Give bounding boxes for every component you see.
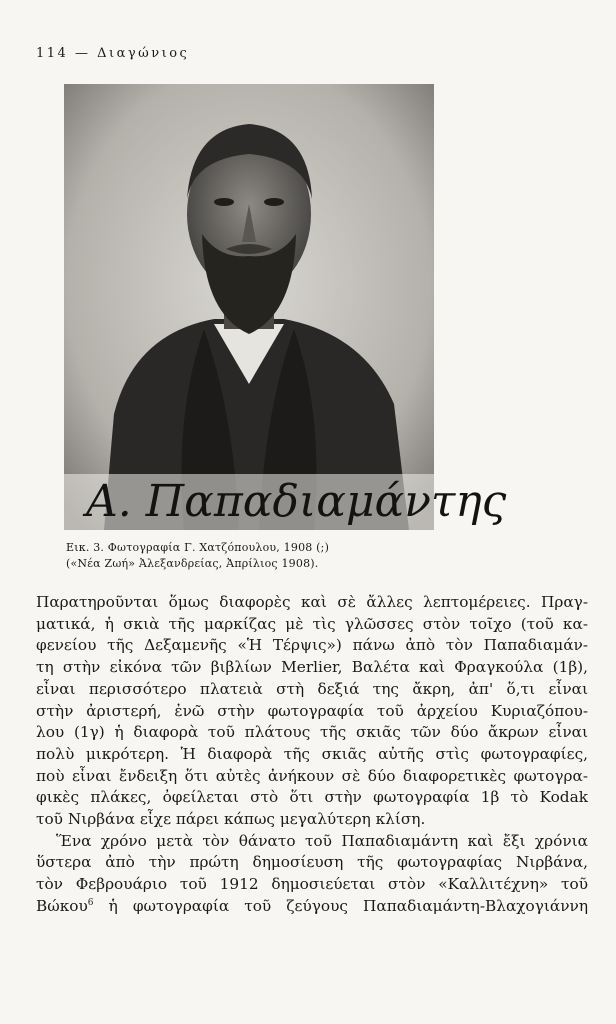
- text-line: φικὲς πλάκες, ὀφείλεται στὸ ὅτι στὴν φωτογραφία 1β τὸ Kodak: [36, 788, 588, 807]
- text-line: [36, 896, 588, 918]
- figure-caption: [66, 540, 466, 572]
- text-line: εἶναι περισσότερο πλατειὰ στὴ δεξιά της ἄκρη, ἀπ' ὅ,τι εἶναι: [36, 679, 588, 698]
- text-line: Ἕνα χρόνο μετὰ τὸν θάνατο τοῦ Παπαδιαμάντη καὶ ἔξι χρόνια: [56, 831, 588, 850]
- text-fragment: Βώκου: [36, 896, 88, 915]
- text-line: τη στὴν εἰκόνα τῶν βιβλίων Merlier, Βαλέτα καὶ Φραγκούλα (1β),: [36, 658, 588, 677]
- caption-line: Εικ. 3. Φωτογραφία Γ. Χατζόπουλου, 1908 (;): [66, 541, 330, 554]
- signature: Α. Παπαδιαμάντης: [86, 476, 507, 527]
- text-line: φενείου τῆς Δεξαμενῆς «Ἡ Τέρψις») πάνω ἀπὸ τὸν Παπαδιαμάν-: [36, 636, 588, 655]
- text-line: λου (1γ) ἡ διαφορὰ τοῦ πλάτους τῆς σκιᾶς τῶν δύο ἄκρων εἶναι: [36, 723, 588, 742]
- text-line: τὸν Φεβρουάριο τοῦ 1912 δημοσιεύεται στὸν «Καλλιτέχνη» τοῦ: [36, 875, 588, 894]
- text-line: ματικά, ἡ σκιὰ τῆς μαρκίζας μὲ τὶς γλῶσσες στὸν τοῖχο (τοῦ κα-: [36, 614, 588, 633]
- text-line: πολὺ μικρότερη. Ἡ διαφορὰ τῆς σκιᾶς αὐτῆς στὶς φωτογραφίες,: [36, 744, 588, 763]
- text-line: ὕστερα ἀπὸ τὴν πρώτη δημοσίευση τῆς φωτογραφίας Νιρβάνα,: [36, 853, 588, 872]
- text-line: Παρατηροῦνται ὅμως διαφορὲς καὶ σὲ ἄλλες λεπτομέρειες. Πραγ-: [36, 593, 588, 611]
- body-text: [36, 592, 588, 918]
- text-line: τοῦ Νιρβάνα εἶχε πάρει κάπως μεγαλύτερη κλίση.: [36, 810, 426, 829]
- portrait-photograph: [64, 84, 507, 530]
- portrait-image: [64, 84, 507, 530]
- text-line: στὴν ἀριστερή, ἐνῶ στὴν φωτογραφία τοῦ ἀρχείου Κυριαζόπου-: [36, 701, 588, 720]
- text-fragment: ἡ φωτογραφία τοῦ ζεύγους Παπαδιαμάντη-Βλαχογιάννη: [93, 896, 588, 915]
- footnote-marker: 6: [87, 897, 94, 908]
- caption-line: («Νέα Ζωή» Ἀλεξανδρείας, Ἀπρίλιος 1908).: [66, 557, 319, 570]
- text-line: ποὺ εἶναι ἔνδειξη ὅτι αὐτὲς ἀνήκουν σὲ δύο διαφορετικὲς φωτογρα-: [36, 766, 588, 785]
- running-header: 114 — Διαγώνιος: [36, 46, 190, 61]
